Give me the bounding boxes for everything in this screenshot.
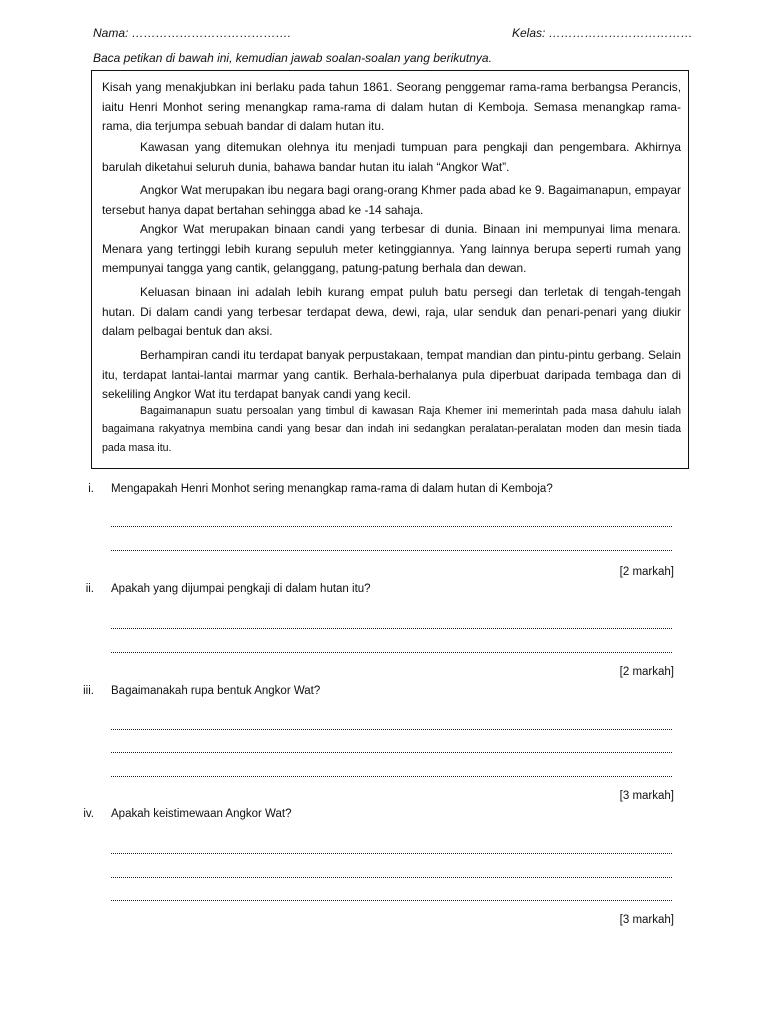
answer-line[interactable] [111, 550, 672, 551]
passage-paragraph-4-text: Angkor Wat merupakan binaan candi yang terbesar di dunia. Binaan ini mempunyai lima menara. Menara yang tertinggi lebih kurang sepuluh meter ketinggiannya. Yang lainnya berupa seperti rumah yang mempunyai tangga yang cantik, gelanggang, patung-patung berhala dan dewan. [102, 222, 681, 275]
passage-paragraph-5-text: Keluasan binaan ini adalah lebih kurang empat puluh batu persegi dan terletak di tengah-tengah hutan. Di dalam candi yang terbesar terdapat dewa, dewi, raja, ular senduk dan penari-penari yang diukir dalam pelbagai bentuk dan aksi. [102, 285, 681, 338]
question-text: Bagaimanakah rupa bentuk Angkor Wat? [111, 685, 321, 697]
passage-paragraph-7-text: Bagaimanapun suatu persoalan yang timbul di kawasan Raja Khemer ini memerintah pada masa dahulu ialah bagaimana rakyatnya membina candi yang besar dan indah ini sedangkan peralatan-peralatan moden dan mesin tiada pada masa itu. [102, 405, 681, 454]
question-text: Apakah keistimewaan Angkor Wat? [111, 808, 292, 820]
answer-line[interactable] [111, 877, 672, 878]
instruction-text: Baca petikan di bawah ini, kemudian jawab soalan-soalan yang berikutnya. [93, 51, 492, 65]
answer-line[interactable] [111, 900, 672, 901]
question-number: ii. [85, 583, 94, 595]
question-number: iii. [83, 685, 94, 697]
question-text: Apakah yang dijumpai pengkaji di dalam hutan itu? [111, 583, 371, 595]
answer-line[interactable] [111, 729, 672, 730]
marks-label: [3 markah] [619, 914, 674, 926]
question-text: Mengapakah Henri Monhot sering menangkap rama-rama di dalam hutan di Kemboja? [111, 483, 553, 495]
marks-label: [3 markah] [619, 790, 674, 802]
passage-paragraph-3-text: Angkor Wat merupakan ibu negara bagi orang-orang Khmer pada abad ke 9. Bagaimanapun, empayar tersebut hanya dapat bertahan sehingga abad ke -14 sahaja. [102, 183, 681, 217]
marks-label: [2 markah] [619, 666, 674, 678]
passage-box [91, 70, 689, 469]
answer-line[interactable] [111, 776, 672, 777]
passage-paragraph-1: Kisah yang menakjubkan ini berlaku pada tahun 1861. Seorang penggemar rama-rama berbangsa Perancis, iaitu Henri Monhot sering menangkap rama-rama di dalam hutan di Kemboja. Semasa menangkap rama-rama, dia terjumpa sebuah bandar di dalam hutan itu. [102, 80, 681, 133]
answer-line[interactable] [111, 853, 672, 854]
passage-paragraph-5 [102, 283, 681, 342]
passage-paragraph-4 [102, 220, 681, 279]
marks-label: [2 markah] [619, 566, 674, 578]
passage-paragraph-6-text: Berhampiran candi itu terdapat banyak perpustakaan, tempat mandian dan pintu-pintu gerbang. Selain itu, terdapat lantai-lantai marmar yang cantik. Berhala-berhalanya pula diperbuat daripada tembaga dan di sekeliling Angkor Wat itu terdapat banyak candi yang kecil. [102, 348, 681, 401]
passage-paragraph-6 [102, 346, 681, 405]
answer-line[interactable] [111, 526, 672, 527]
passage-paragraph-7 [102, 402, 681, 457]
class-field-label: Kelas: ……………………………… [512, 26, 693, 40]
answer-line[interactable] [111, 628, 672, 629]
answer-line[interactable] [111, 652, 672, 653]
question-number: iv. [83, 808, 94, 820]
question-number: i. [88, 483, 94, 495]
answer-line[interactable] [111, 752, 672, 753]
passage-paragraph-2-text: Kawasan yang ditemukan olehnya itu menjadi tumpuan para pengkaji dan pengembara. Akhirnya barulah diketahui seluruh dunia, bahawa bandar hutan itu ialah “Angkor Wat”. [102, 140, 681, 174]
name-field-label: Nama: …………………………………. [93, 26, 292, 40]
passage-paragraph-3 [102, 181, 681, 220]
passage-paragraph-2 [102, 138, 681, 177]
